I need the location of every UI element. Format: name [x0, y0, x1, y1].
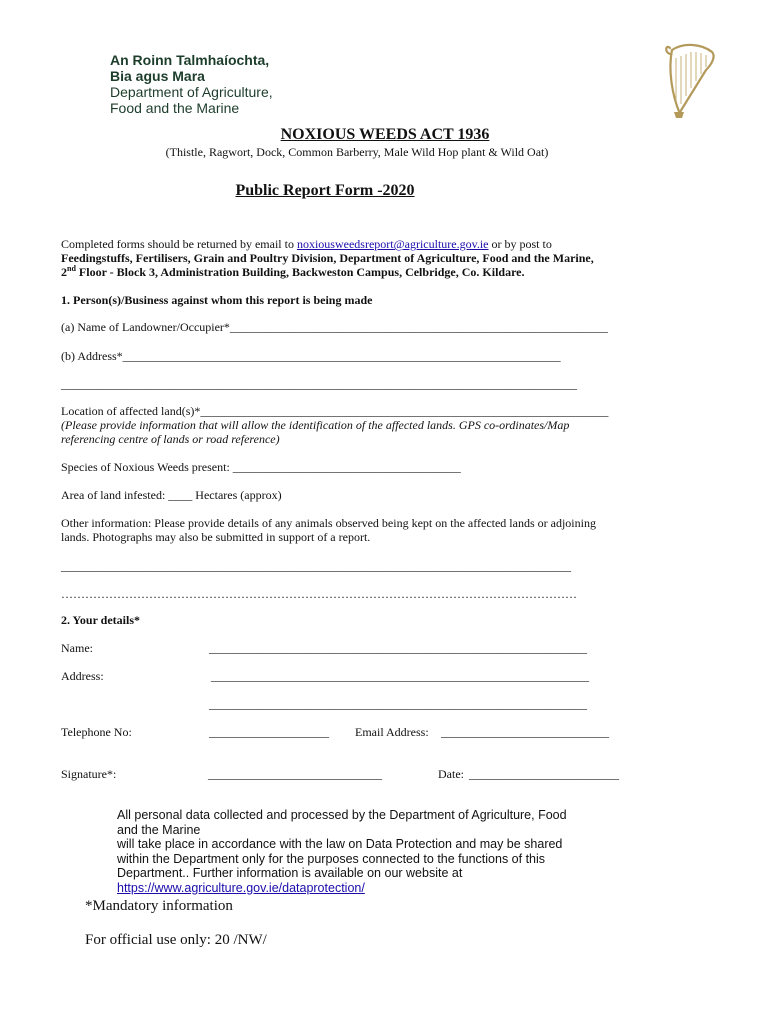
name-field[interactable]: _______________________________________________________________	[209, 641, 587, 655]
date-field[interactable]: _________________________	[469, 767, 619, 781]
location-note-line-2: referencing centre of lands or road reference)	[61, 432, 280, 446]
other-information-line-2: lands. Photographs may also be submitted in support of a report.	[61, 530, 371, 544]
department-name-irish-1: An Roinn Talmhaíochta,	[110, 52, 270, 68]
location-field[interactable]: Location of affected land(s)*____________________________________________________________________	[61, 404, 609, 418]
signature-label: Signature*:	[61, 767, 117, 781]
other-information-field[interactable]: _____________________________________________________________________________________	[61, 559, 571, 573]
data-protection-link[interactable]: https://www.agriculture.gov.ie/dataprotection/	[117, 880, 365, 895]
area-field[interactable]: Area of land infested: ____ Hectares (approx)	[61, 488, 282, 502]
email-link[interactable]: noxiousweedsreport@agriculture.gov.ie	[296, 237, 489, 251]
landowner-field[interactable]: (a) Name of Landowner/Occupier*_______________________________________________________________	[61, 320, 608, 334]
name-label: Name:	[61, 641, 93, 655]
section-2-heading: 2. Your details*	[61, 613, 141, 627]
act-title: NOXIOUS WEEDS ACT 1936	[280, 126, 490, 143]
mandatory-note: *Mandatory information	[85, 898, 233, 914]
address-field-line-2[interactable]: ______________________________________________________________________________________	[61, 377, 577, 391]
act-subtitle: (Thistle, Ragwort, Dock, Common Barberry, Male Wild Hop plant & Wild Oat)	[165, 145, 549, 159]
official-use-line: For official use only: 20 /NW/	[85, 932, 267, 948]
species-field[interactable]: Species of Noxious Weeds present: ______________________________________	[61, 460, 461, 474]
harp-logo-icon	[662, 40, 718, 122]
intro-text-end: or by post to	[488, 237, 552, 251]
date-label: Date:	[438, 767, 464, 781]
intro-paragraph	[61, 237, 552, 251]
email-address-label: Email Address:	[355, 725, 429, 739]
your-address-field[interactable]: _______________________________________________________________	[211, 669, 589, 683]
department-name-irish-2: Bia agus Mara	[110, 68, 205, 84]
department-name-english-1: Department of Agriculture,	[110, 84, 273, 100]
department-name	[110, 52, 273, 116]
your-address-label: Address:	[61, 669, 104, 683]
postal-address-line-2: 2nd Floor - Block 3, Administration Building, Backweston Campus, Celbridge, Co. Kildare.	[61, 264, 525, 279]
intro-text: Completed forms should be returned by email to	[61, 237, 297, 251]
telephone-field[interactable]: ____________________	[209, 725, 329, 739]
data-protection-notice: All personal data collected and processed by the Department of Agriculture, Food and the Marine will take place in accordance with the law on Data Protection and may be shared within the Department only for the purposes connected to the functions of this Department.. Further information is available on our website at https://www.agriculture.gov.ie/dataprotection/	[117, 808, 567, 895]
other-information-line-1: Other information: Please provide details of any animals observed being kept on the affected lands or adjoining	[61, 516, 596, 530]
signature-field[interactable]: _____________________________	[208, 767, 382, 781]
department-name-english-2: Food and the Marine	[110, 100, 240, 116]
email-address-field[interactable]: ____________________________	[441, 725, 609, 739]
other-information-dotted-field[interactable]: …………………………………………………………………………………………………………………	[61, 587, 577, 601]
postal-address-line-1: Feedingstuffs, Fertilisers, Grain and Poultry Division, Department of Agriculture, Food and the Marine,	[61, 251, 594, 265]
your-address-field-line-2[interactable]: _______________________________________________________________	[209, 697, 587, 711]
telephone-label: Telephone No:	[61, 725, 132, 739]
address-field[interactable]: (b) Address*_________________________________________________________________________	[61, 349, 561, 363]
section-1-heading: 1. Person(s)/Business against whom this report is being made	[61, 293, 373, 307]
form-title: Public Report Form -2020	[235, 182, 415, 199]
location-note-line-1: (Please provide information that will allow the identification of the affected lands. GPS co-ordinates/Map	[61, 418, 570, 432]
